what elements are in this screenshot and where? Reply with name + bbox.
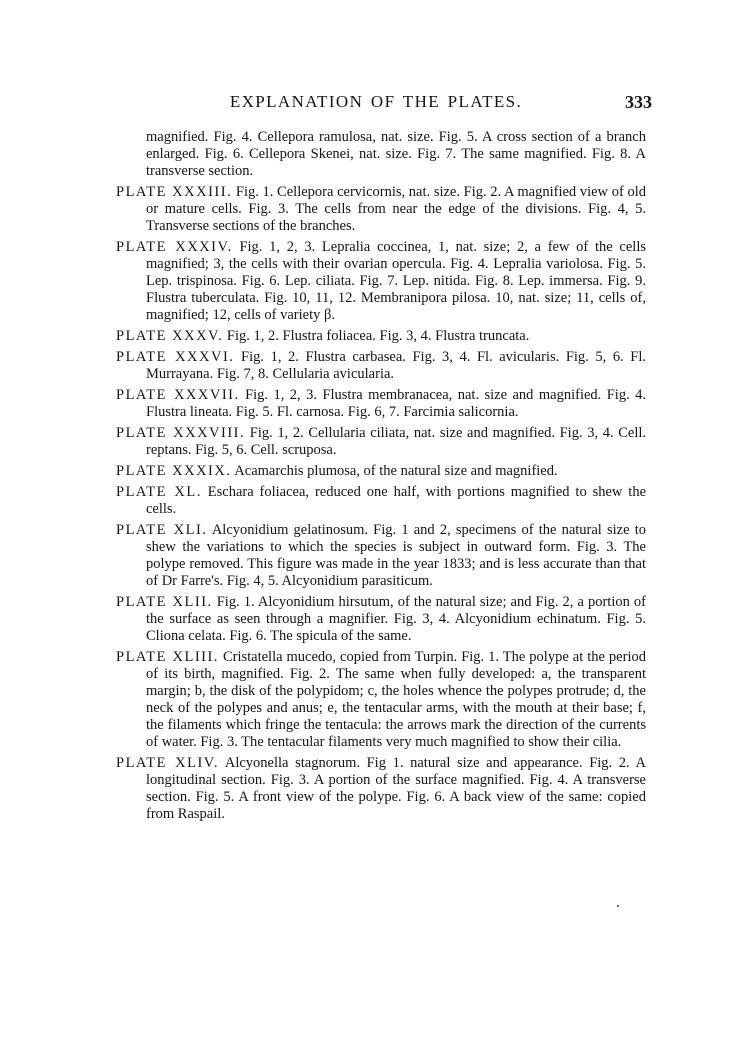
plate-label: PLATE XXXV.	[116, 328, 224, 344]
entry-plate-xxxv	[116, 328, 646, 345]
page-title: EXPLANATION OF THE PLATES.	[229, 92, 523, 111]
entry-plate-xxxviii	[116, 425, 646, 459]
plate-label: PLATE XLII.	[116, 594, 213, 610]
plate-label: PLATE XXXIII.	[116, 184, 233, 200]
entry-text: Fig. 1. Alcyonidium hirsutum, of the natural size; and Fig. 2, a portion of the surface as seen through a magnifier. Fig. 3, 4. Alcyonidium echinatum. Fig. 5. Cliona celata. Fig. 6. The spicula of the same.	[146, 594, 646, 644]
entry-plate-xlii	[116, 594, 646, 645]
running-head	[100, 92, 652, 116]
plate-label: PLATE XXXIV.	[116, 239, 233, 255]
entry-continuation	[116, 129, 646, 180]
entry-text: Fig. 1, 2. Flustra carbasea. Fig. 3, 4. Fl. avicularis. Fig. 5, 6. Fl. Murrayana. Fig. 7, 8. Cellularia avicularia.	[146, 349, 647, 382]
plate-label: PLATE XXXVI.	[116, 349, 235, 365]
entry-text: Fig. 1, 2. Flustra foliacea. Fig. 3, 4. Flustra truncata.	[226, 328, 530, 344]
entry-text: Fig. 1, 2. Cellularia ciliata, nat. size and magnified. Fig. 3, 4. Cell. reptans. Fig. 5, 6. Cell. scruposa.	[146, 425, 647, 458]
entry-text: Fig. 1. Cellepora cervicornis, nat. size. Fig. 2. A magnified view of old or mature cells. Fig. 3. The cells from near the edge of the divisions. Fig. 4, 5. Transverse sections of the branches.	[146, 184, 646, 234]
entry-plate-xliii	[116, 649, 646, 751]
plate-label: PLATE XLIII.	[116, 649, 219, 665]
entry-text: Alcyonella stagnorum. Fig 1. natural size and appearance. Fig. 2. A longitudinal section. Fig. 3. A portion of the surface magnified. Fig. 4. A transverse section. Fig. 5. A front view of the polype. Fig. 6. A back view of the same: copied from Raspail.	[146, 755, 646, 822]
plate-label: PLATE XXXIX.	[116, 463, 232, 479]
entry-plate-xxxvii	[116, 387, 646, 421]
entry-plate-xl	[116, 484, 646, 518]
entry-plate-xli	[116, 522, 646, 590]
entry-plate-xxxix	[116, 463, 646, 480]
plate-label: PLATE XXXVIII.	[116, 425, 246, 441]
entry-text: Alcyonidium gelatinosum. Fig. 1 and 2, specimens of the natural size to shew the variations to which the species is subject in outward form. Fig. 3. The polype removed. This figure was made in the year 1833; and is less accurate than that of Dr Farre's. Fig. 4, 5. Alcyonidium parasiticum.	[146, 522, 646, 589]
entry-text: magnified. Fig. 4. Cellepora ramulosa, nat. size. Fig. 5. A cross section of a branch enlarged. Fig. 6. Cellepora Skenei, nat. size. Fig. 7. The same magnified. Fig. 8. A transverse section.	[146, 129, 646, 179]
plate-label: PLATE XL.	[116, 484, 202, 500]
entry-plate-xxxiv	[116, 239, 646, 324]
entry-plate-xxxvi	[116, 349, 646, 383]
entry-text: Acamarchis plumosa, of the natural size and magnified.	[234, 463, 558, 479]
plate-label: PLATE XLI.	[116, 522, 208, 538]
entry-plate-xliv	[116, 755, 646, 823]
plate-explanations	[116, 129, 646, 827]
entry-text: Fig. 1, 2, 3. Lepralia coccinea, 1, nat. size; 2, a few of the cells magnified; 3, the cells with their ovarian opercula. Fig. 4. Lepralia variolosa. Fig. 5. Lep. trispinosa. Fig. 6. Lep. ciliata. Fig. 7. Lep. nitida. Fig. 8. Lep. immersa. Fig. 9. Flustra tuberculata. Fig. 10, 11, 12. Membranipora pilosa. 10, nat. size; 11, cells of, magnified; 12, cells of variety β.	[146, 239, 646, 323]
entry-text: Fig. 1, 2, 3. Flustra membranacea, nat. size and magnified. Fig. 4. Flustra lineata. Fig. 5. Fl. carnosa. Fig. 6, 7. Farcimia salicornia.	[146, 387, 647, 420]
plate-label: PLATE XLIV.	[116, 755, 220, 771]
plate-label: PLATE XXXVII.	[116, 387, 240, 403]
entry-text: Eschara foliacea, reduced one half, with portions magnified to shew the cells.	[146, 484, 647, 517]
entry-plate-xxxiii	[116, 184, 646, 235]
page-number: 333	[625, 92, 652, 112]
ink-speck	[617, 905, 619, 907]
entry-text: Cristatella mucedo, copied from Turpin. Fig. 1. The polype at the period of its birth, magnified. Fig. 2. The same when fully developed: a, the transparent margin; b, the disk of the polypidom; c, the holes whence the polypes protrude; d, the neck of the polypes and anus; e, the tentacular arms, with the mouth at their base; f, the filaments which fringe the tentacula: the arrows mark the direction of the currents of water. Fig. 3. The tentacular filaments very much magnified to show their cilia.	[146, 649, 646, 750]
